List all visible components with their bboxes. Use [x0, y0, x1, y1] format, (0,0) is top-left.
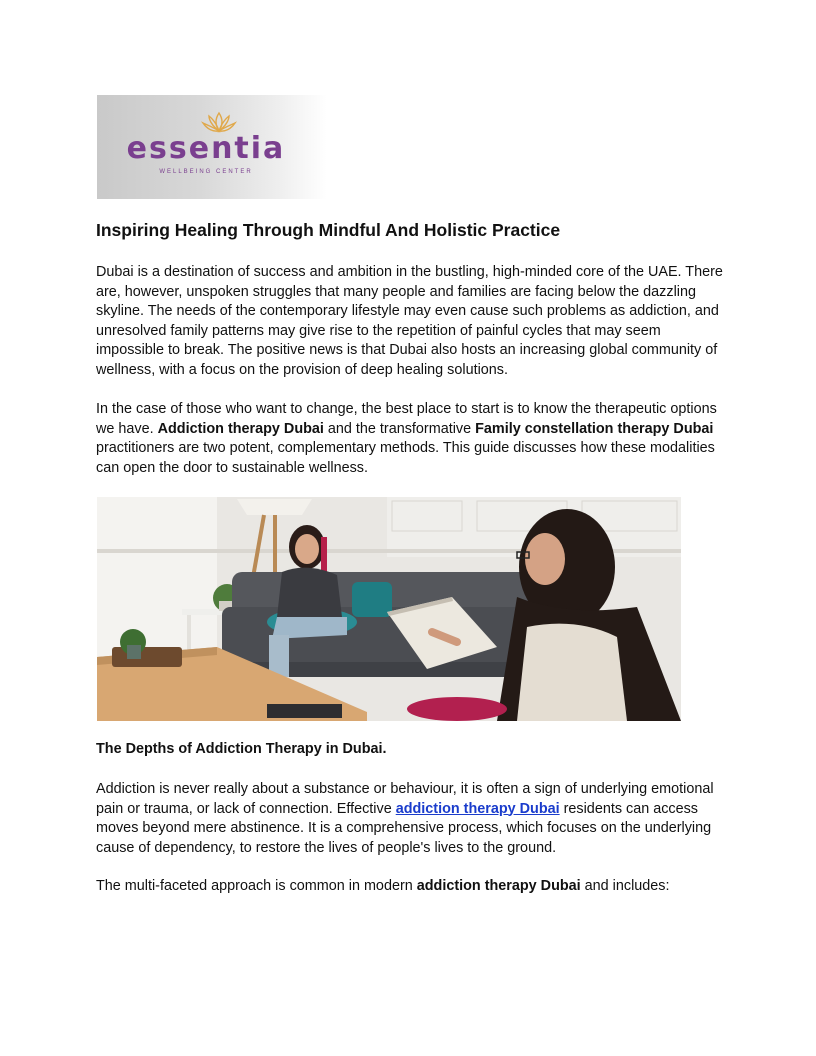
approach-paragraph — [96, 877, 724, 897]
text-span: Addiction is never really about a substance or behaviour, it is often a sign of underlying emotional pain or trauma, or lack of connection. Effective — [96, 781, 714, 817]
essentia-logo — [97, 95, 327, 199]
therapy-session-photo — [97, 497, 681, 721]
text-span: The multi-faceted approach is common in modern — [96, 878, 417, 894]
text-span: and includes: — [580, 878, 670, 894]
text-span: residents can access moves beyond mere abstinence. It is a comprehensive process, which focuses on the underlying cause of dependency, to restore the lives of people's lives to the ground. — [96, 800, 712, 856]
section-heading: The Depths of Addiction Therapy in Dubai. — [96, 741, 387, 757]
page-title: Inspiring Healing Through Mindful And Holistic Practice — [96, 220, 561, 240]
addiction-therapy-link[interactable]: addiction therapy Dubai — [395, 800, 560, 817]
bold-addiction-therapy: addiction therapy Dubai — [416, 878, 581, 894]
bold-addiction-therapy: Addiction therapy Dubai — [157, 420, 324, 437]
text-span: and the transformative — [323, 420, 476, 437]
intro-paragraph: Dubai is a destination of success and ambition in the bustling, high-minded core of the UAE. There are, however, unspoken struggles that many people and families are facing below the dazzling skyline. The needs of the contemporary lifestyle may even cause such problems as addiction, and unresolved family patterns may give rise to the repetition of painful cycles that may seem impossible to break. The positive news is that Dubai also hosts an increasing global community of wellness, with a focus on the provision of deep healing solutions. — [96, 264, 723, 378]
logo-tagline: WELLBEING CENTER — [159, 169, 253, 175]
depth-paragraph — [96, 780, 724, 858]
options-paragraph — [96, 400, 724, 478]
logo-wordmark: essentia — [126, 131, 286, 166]
text-span: practitioners are two potent, complementary methods. This guide discusses how these modalities can open the door to sustainable wellness. — [96, 440, 715, 476]
text-span: In the case of those who want to change, the best place to start is to know the therapeutic options we have. — [96, 401, 717, 437]
bold-family-constellation: Family constellation therapy Dubai — [475, 420, 714, 437]
